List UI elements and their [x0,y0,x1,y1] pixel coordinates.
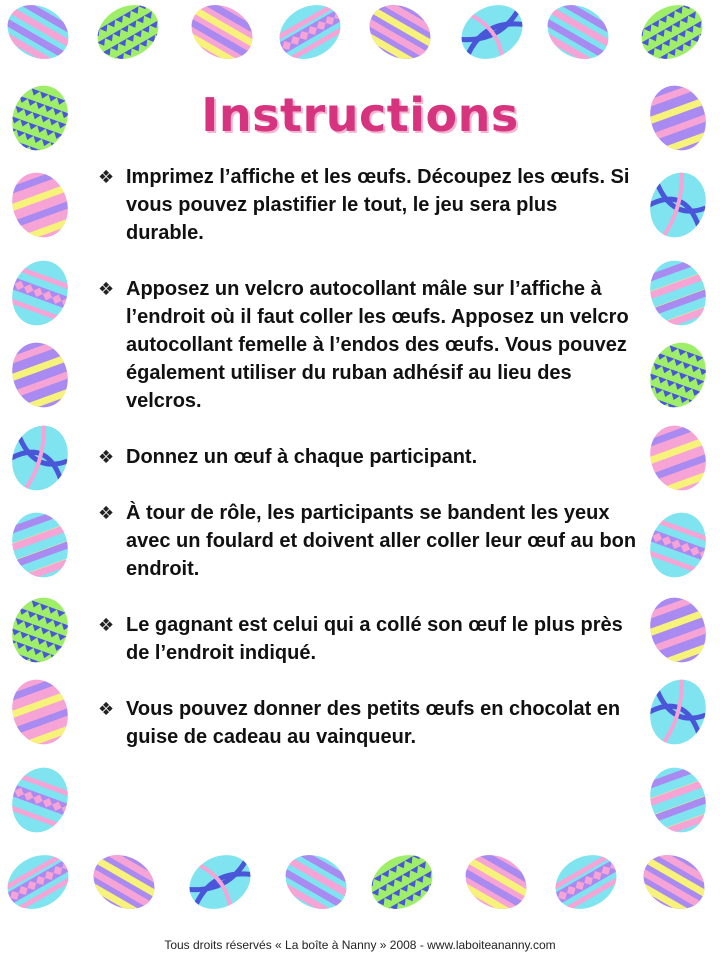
easter-egg-icon [360,0,440,70]
easter-egg-icon [641,253,717,340]
easter-egg-icon [88,0,175,70]
easter-egg-icon [180,844,260,919]
easter-egg-icon [634,844,714,919]
easter-egg-icon [3,165,76,245]
easter-egg-icon [0,841,83,919]
easter-egg-icon [3,253,82,336]
easter-egg-icon [456,844,536,919]
easter-egg-icon [3,335,76,415]
easter-egg-icon [0,0,78,77]
easter-egg-icon [272,844,356,926]
easter-egg-icon [2,590,76,673]
copyright-footer: Tous droits réservés « La boîte à Nanny » 2008 - www.laboiteananny.com [164,938,556,952]
four-diamond-bullet-icon: ❖ [98,503,115,523]
easter-egg-icon [534,0,618,77]
four-diamond-bullet-icon: ❖ [98,447,115,467]
page-title: Instructions [201,88,519,142]
easter-egg-icon [641,418,714,498]
easter-egg-icon [3,760,82,843]
easter-egg-icon [270,0,356,70]
easter-egg-icon [3,505,79,592]
instruction-text: Vous pouvez donner des petits œufs en chocolat en guise de cadeau au vainqueur. [126,698,621,748]
easter-egg-icon [641,165,714,245]
list-item [98,275,638,415]
easter-egg-icon [84,844,164,919]
easter-egg-icon [3,418,76,498]
list-item [98,499,638,583]
list-item [98,163,638,247]
easter-egg-icon [3,672,76,752]
list-item [98,695,638,751]
easter-egg-icon [632,0,719,70]
easter-egg-icon [641,590,714,670]
instruction-text: À tour de rôle, les participants se bandent les yeux avec un foulard et doivent aller coller leur œuf au bon endroit. [126,502,637,580]
list-item [98,443,638,471]
four-diamond-bullet-icon: ❖ [98,167,115,187]
instruction-list [98,163,638,779]
easter-egg-icon [640,335,714,418]
instruction-text: Donnez un œuf à chaque participant. [126,446,478,468]
easter-egg-icon [362,840,449,919]
four-diamond-bullet-icon: ❖ [98,699,115,719]
easter-egg-icon [182,0,262,70]
instruction-text: Le gagnant est celui qui a collé son œuf le plus près de l’endroit indiqué. [126,614,623,664]
four-diamond-bullet-icon: ❖ [98,615,115,635]
four-diamond-bullet-icon: ❖ [98,279,115,299]
easter-egg-icon [641,760,717,847]
list-item [98,611,638,667]
easter-egg-icon [641,505,720,588]
easter-egg-icon [546,841,632,919]
easter-egg-icon [641,672,714,752]
instruction-text: Imprimez l’affiche et les œufs. Découpez les œufs. Si vous pouvez plastifier le tout, le jeu sera plus durable. [126,166,630,244]
easter-egg-icon [452,0,532,70]
instruction-text: Apposez un velcro autocollant mâle sur l’affiche à l’endroit où il faut coller les œufs. Apposez un velcro autocollant femelle à l’endos des œufs. Vous pouvez également utiliser du ruban adhésif au lieu des velcros. [126,278,629,412]
